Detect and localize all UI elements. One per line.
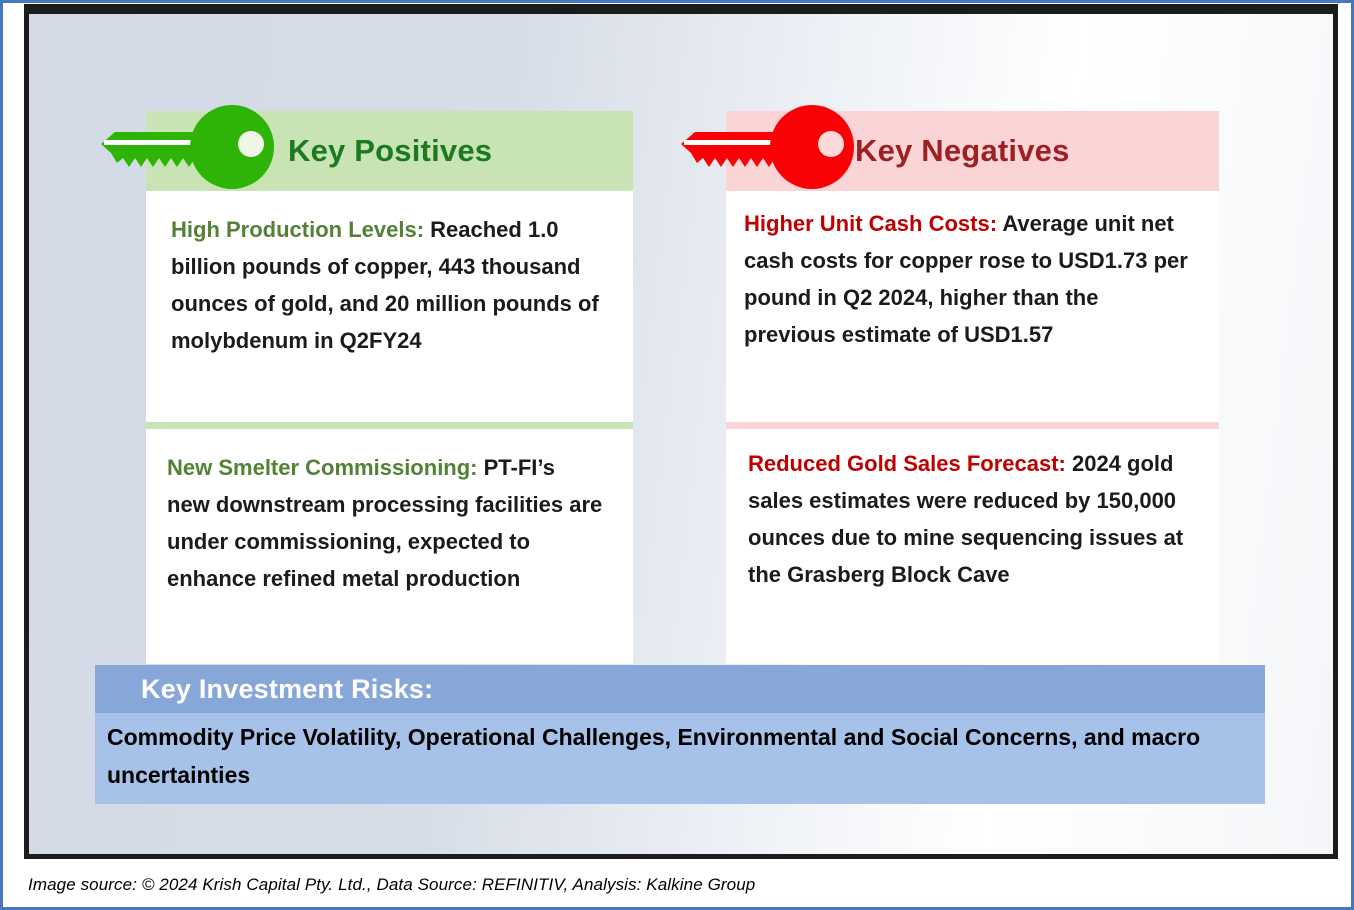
- positive-item-production: [146, 191, 633, 422]
- negative-item-text: 2024 gold sales estimates were reduced by 150,000 ounces due to mine sequencing issues at the Grasberg Block Cave: [748, 451, 1184, 587]
- negatives-title: Key Negatives: [855, 133, 1070, 168]
- red-key-icon: [679, 104, 855, 192]
- negative-item-gold-forecast: [726, 429, 1219, 664]
- positives-divider: [146, 422, 633, 429]
- negative-item-cash-costs: [726, 191, 1219, 422]
- green-key-icon: [99, 104, 275, 192]
- risks-title: Key Investment Risks:: [95, 665, 1265, 713]
- positive-item-smelter: [146, 429, 633, 664]
- negative-item-label: Reduced Gold Sales Forecast:: [748, 451, 1066, 476]
- negative-item-text: Average unit net cash costs for copper rose to USD1.73 per pound in Q2 2024, higher than the previous estimate of USD1.57: [744, 211, 1188, 347]
- negative-item-label: Higher Unit Cash Costs:: [744, 211, 998, 236]
- risks-text: Commodity Price Volatility, Operational Challenges, Environmental and Social Concerns, and macro uncertainties: [95, 713, 1265, 804]
- positive-item-text: Reached 1.0 billion pounds of copper, 443 thousand ounces of gold, and 20 million pounds of molybdenum in Q2FY24: [171, 217, 599, 353]
- positive-item-label: High Production Levels:: [171, 217, 425, 242]
- positive-item-label: New Smelter Commissioning:: [167, 455, 478, 480]
- footer-source-caption: Image source: © 2024 Krish Capital Pty. Ltd., Data Source: REFINITIV, Analysis: Kalkine Group: [28, 875, 756, 894]
- positives-title: Key Positives: [288, 133, 493, 168]
- risks-banner: [95, 665, 1265, 804]
- negatives-divider: [726, 422, 1219, 429]
- positive-item-text: PT-FI’s new downstream processing facilities are under commissioning, expected to enhance refined metal production: [167, 455, 603, 591]
